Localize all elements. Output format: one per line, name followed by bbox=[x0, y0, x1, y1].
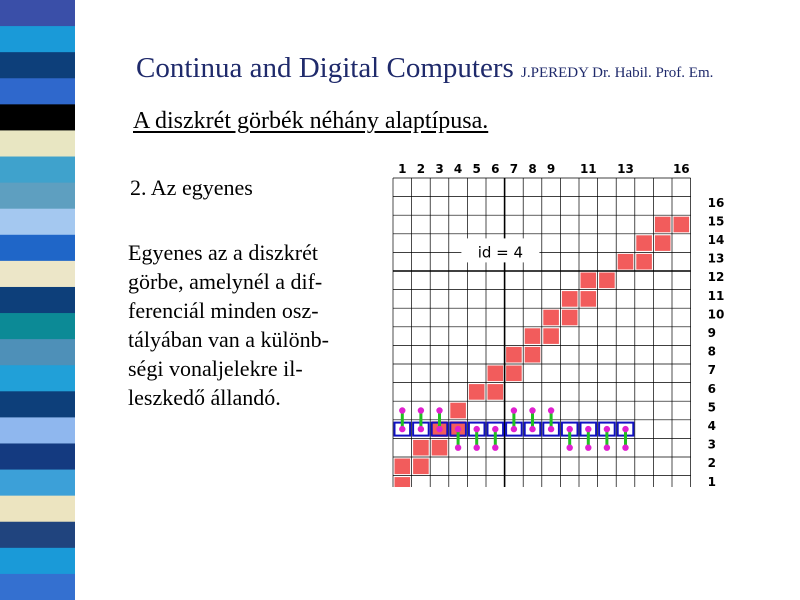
row-label: 6 bbox=[707, 381, 716, 396]
filled-cell bbox=[506, 347, 522, 363]
column-label: 13 bbox=[617, 162, 634, 176]
marker-dot bbox=[455, 426, 461, 432]
marker-dot bbox=[511, 407, 517, 413]
stripe-band bbox=[0, 287, 75, 314]
marker-dot bbox=[529, 426, 535, 432]
filled-cell bbox=[488, 366, 504, 382]
marker-dot bbox=[474, 445, 480, 451]
column-label: 7 bbox=[509, 162, 519, 176]
column-label: 3 bbox=[435, 162, 444, 176]
body-line: görbe, amelynél a dif- bbox=[128, 269, 323, 294]
stripe-band bbox=[0, 522, 75, 549]
filled-cell bbox=[581, 273, 597, 289]
stripe-band bbox=[0, 313, 75, 340]
filled-cell bbox=[543, 328, 559, 344]
body-line: ségi vonaljelekre il- bbox=[128, 356, 303, 381]
filled-cell bbox=[562, 291, 578, 307]
stripe-band bbox=[0, 417, 75, 444]
column-label: 2 bbox=[416, 162, 426, 176]
stripe-band bbox=[0, 496, 75, 523]
body-line: Egyenes az a diszkrét bbox=[128, 240, 318, 265]
point-heading: 2. Az egyenes bbox=[130, 175, 253, 200]
marker-dot bbox=[436, 407, 442, 413]
marker-dot bbox=[492, 426, 498, 432]
row-label: 1 bbox=[707, 474, 716, 487]
marker-dot bbox=[604, 426, 610, 432]
marker-dot bbox=[399, 426, 405, 432]
marker-dot bbox=[418, 426, 424, 432]
body-line: ferenciál minden osz- bbox=[128, 298, 319, 323]
filled-cell bbox=[655, 217, 671, 233]
marker-dot bbox=[492, 445, 498, 451]
marker-dot bbox=[511, 426, 517, 432]
column-label: 6 bbox=[491, 162, 500, 176]
column-label: 5 bbox=[472, 162, 481, 176]
annotation-label: id = 4 bbox=[477, 243, 524, 262]
slide-subtitle: A diszkrét görbék néhány alaptípusa. bbox=[133, 108, 489, 134]
row-label: 9 bbox=[707, 326, 716, 341]
row-label: 5 bbox=[707, 400, 716, 415]
marker-dot bbox=[585, 426, 591, 432]
filled-cell bbox=[618, 254, 634, 270]
filled-cell bbox=[469, 384, 485, 400]
slide-title-author: J.PEREDY Dr. Habil. Prof. Em. bbox=[521, 65, 714, 81]
filled-cell bbox=[525, 347, 541, 363]
marker-dot bbox=[567, 445, 573, 451]
column-label: 16 bbox=[672, 162, 690, 176]
column-label: 11 bbox=[579, 162, 597, 176]
filled-cell bbox=[395, 459, 411, 475]
slide-title bbox=[136, 52, 713, 85]
row-label: 11 bbox=[707, 288, 725, 303]
filled-cell bbox=[655, 235, 671, 251]
stripe-band bbox=[0, 261, 75, 288]
marker-dot bbox=[529, 407, 535, 413]
column-label: 9 bbox=[546, 162, 556, 176]
filled-cell bbox=[636, 235, 652, 251]
column-label: 8 bbox=[528, 162, 537, 176]
stripe-band bbox=[0, 365, 75, 392]
marker-dot bbox=[399, 407, 405, 413]
row-label: 7 bbox=[707, 363, 716, 378]
row-label: 13 bbox=[707, 251, 725, 266]
row-label: 8 bbox=[707, 344, 716, 359]
filled-cell bbox=[506, 366, 522, 382]
stripe-band bbox=[0, 157, 75, 184]
marker-dot bbox=[585, 445, 591, 451]
marker-dot bbox=[548, 407, 554, 413]
row-label: 12 bbox=[707, 270, 725, 285]
filled-cell bbox=[562, 310, 578, 326]
filled-cell bbox=[525, 328, 541, 344]
stripe-band bbox=[0, 235, 75, 262]
marker-dot bbox=[548, 426, 554, 432]
decorative-stripe bbox=[0, 0, 92, 600]
row-label: 3 bbox=[707, 437, 716, 452]
filled-cell bbox=[432, 440, 448, 456]
filled-cell bbox=[636, 254, 652, 270]
marker-dot bbox=[455, 445, 461, 451]
stripe-band bbox=[0, 130, 75, 157]
row-label: 2 bbox=[707, 456, 716, 471]
filled-cell bbox=[581, 291, 597, 307]
stripe-band bbox=[0, 104, 75, 131]
filled-cell bbox=[395, 477, 411, 487]
row-label: 15 bbox=[707, 214, 725, 229]
filled-cell bbox=[413, 440, 429, 456]
marker-dot bbox=[474, 426, 480, 432]
stripe-band bbox=[0, 26, 75, 53]
marker-dot bbox=[567, 426, 573, 432]
stripe-band bbox=[0, 183, 75, 210]
stripe-band bbox=[0, 470, 75, 497]
slide-title-main: Continua and Digital Computers bbox=[136, 52, 514, 84]
marker-dot bbox=[436, 426, 442, 432]
body-text bbox=[128, 238, 388, 412]
stripe-band bbox=[0, 209, 75, 236]
marker-dot bbox=[622, 426, 628, 432]
filled-cell bbox=[450, 403, 466, 419]
row-label: 14 bbox=[707, 233, 725, 248]
stripe-band bbox=[0, 443, 75, 470]
filled-cell bbox=[543, 310, 559, 326]
row-label: 4 bbox=[707, 419, 716, 434]
row-label: 16 bbox=[707, 195, 725, 210]
column-label: 4 bbox=[453, 162, 463, 176]
discrete-line-grid bbox=[380, 152, 760, 487]
stripe-shadow bbox=[75, 0, 92, 600]
stripe-band bbox=[0, 574, 75, 600]
column-label: 1 bbox=[398, 162, 407, 176]
body-line: leszkedő állandó. bbox=[128, 385, 281, 410]
body-line: tályában van a különb- bbox=[128, 327, 329, 352]
row-label: 10 bbox=[707, 307, 725, 322]
filled-cell bbox=[599, 273, 615, 289]
stripe-band bbox=[0, 339, 75, 366]
stripe-band bbox=[0, 391, 75, 418]
filled-cell bbox=[413, 459, 429, 475]
marker-dot bbox=[604, 445, 610, 451]
stripe-band bbox=[0, 548, 75, 575]
filled-cell bbox=[674, 217, 690, 233]
stripe-band bbox=[0, 0, 75, 27]
stripe-band bbox=[0, 52, 75, 79]
marker-dot bbox=[418, 407, 424, 413]
marker-dot bbox=[622, 445, 628, 451]
stripe-band bbox=[0, 78, 75, 105]
filled-cell bbox=[488, 384, 504, 400]
